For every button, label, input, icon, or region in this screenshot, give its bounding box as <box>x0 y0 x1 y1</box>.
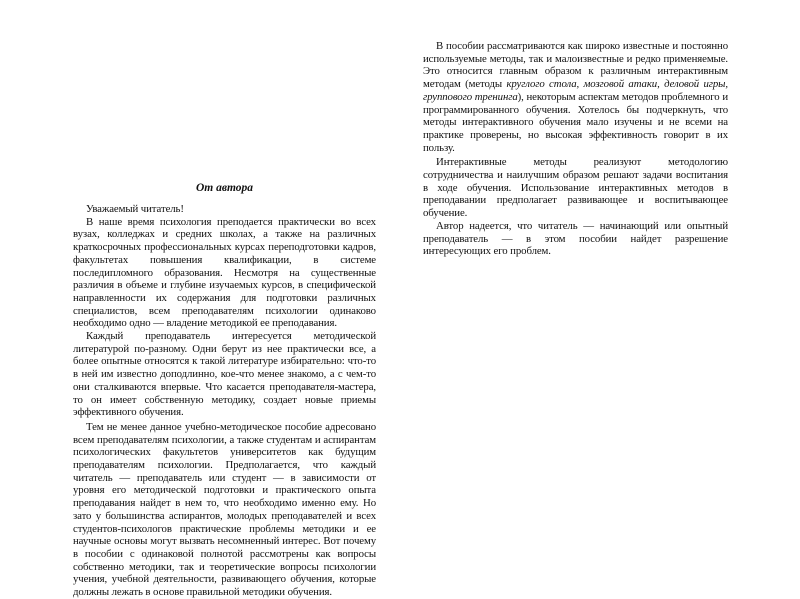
paragraph-author-hope: Автор надеется, что читатель — начинающий или опытный преподаватель — в этом пособии найдет разрешение интересующих его проблем. <box>423 219 728 258</box>
left-page-text <box>73 203 376 599</box>
left-page <box>73 0 376 599</box>
paragraph-intro: В наше время психология преподается практически во всех вузах, колледжах и средних школах, а также на различных краткосрочных профессиональных курсах переподготовки кадров, факультетах повышения квалификации, в системе последипломного образования. Несмотря на существенные различия в объеме и глубине изучаемых курсов, в специфической направленности их содержания для подготовки различных специалистов, всем преподавателям психологии одинаково необходимо одно — владение методикой ее преподавания. <box>73 215 376 330</box>
paragraph-teachers: Каждый преподаватель интересуется методической литературой по-разному. Одни берут из нее практически все, а более опытные относятся к такой литературе избирательно: что-то в ней им известно доподлинно, кое-что менее знакомо, а с чем-то они сталкиваются впервые. Что касается преподавателя-мастера, то он имеет собственную методику, создает новые приемы эффективного обучения. <box>73 330 376 419</box>
right-page-text <box>423 40 728 258</box>
paragraph-methods-part2: ), некоторым аспектам методов проблемного и программированного обучения. Хотелось бы подчеркнуть, что методы интерактивного обучения мало изучены и не всеми на практике проверены, но высокая эффективность говорит в их пользу. <box>423 90 728 154</box>
right-page <box>423 0 728 565</box>
section-heading: От автора <box>195 182 254 194</box>
paragraph-audience: Тем не менее данное учебно-методическое пособие адресовано всем преподавателям психологии, а также студентам и аспирантам психологических факультетов университетов как будущим преподавателям психологии. Предполагается, что каждый читатель — преподаватель или студент — в зависимости от уровня его методической подготовки и практического опыта преподавания найдет в нем то, что необходимо именно ему. Но зато у большинства аспирантов, молодых преподавателей и всех студентов-психологов практические проблемы методики и ее научные основы могут вызвать несомненный интерес. Вот почему в пособии с одинаковой полнотой рассмотрены как вопросы собственно методики, так и теоретические вопросы психологии учения, учебной деятельности, развивающего обучения, которые должны лежать в основе правильной методики обучения. <box>73 420 376 599</box>
paragraph-methods-italic: круглого стола, мозговой атаки, деловой игры, группового тренинга <box>423 78 728 103</box>
salutation: Уважаемый читатель! <box>86 203 184 215</box>
paragraph-interactive: Интерактивные методы реализуют методологию сотрудничества и наилучшим образом решают задачи воспитания в ходе обучения. Использование интерактивных методов в преподавании предполагает развивающее и воспитывающее обучение. <box>423 156 728 220</box>
paragraph-methods-part1: В пособии рассматриваются как широко известные и постоянно используемые методы, так и малоизвестные и редко применяемые. Это относится главным образом к различным интерактивным методам (методы <box>423 40 728 91</box>
paragraph-methods <box>423 40 728 154</box>
